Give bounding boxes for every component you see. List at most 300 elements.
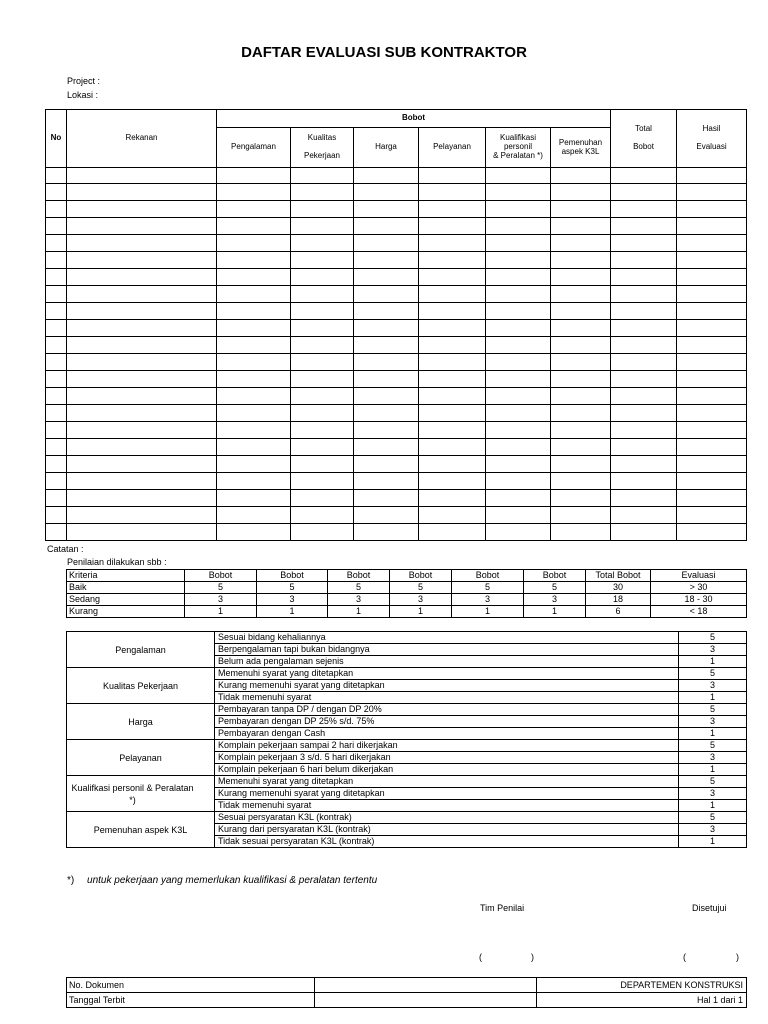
penilaian-cell: 3 — [452, 594, 524, 606]
table-cell — [46, 524, 67, 541]
table-cell — [291, 354, 354, 371]
table-cell — [217, 388, 291, 405]
table-cell — [217, 490, 291, 507]
no-dokumen-value — [315, 978, 537, 993]
table-cell — [486, 201, 551, 218]
table-cell — [611, 388, 677, 405]
table-cell — [611, 269, 677, 286]
table-cell — [217, 422, 291, 439]
table-cell — [46, 456, 67, 473]
table-cell — [354, 303, 419, 320]
table-cell — [291, 490, 354, 507]
penilaian-cell: 3 — [257, 594, 328, 606]
table-cell — [46, 184, 67, 201]
table-cell — [551, 252, 611, 269]
table-cell — [67, 320, 217, 337]
criteria-score: 1 — [679, 800, 747, 812]
penilaian-kriteria: Baik — [67, 582, 185, 594]
penilaian-cell: 5 — [452, 582, 524, 594]
criteria-description: Komplain pekerjaan 6 hari belum dikerjakan — [215, 764, 679, 776]
criteria-score: 1 — [679, 836, 747, 848]
table-row — [46, 456, 747, 473]
table-cell — [419, 354, 486, 371]
table-cell — [611, 405, 677, 422]
table-cell — [419, 320, 486, 337]
table-cell — [419, 269, 486, 286]
table-cell — [67, 371, 217, 388]
table-cell — [46, 235, 67, 252]
table-cell — [291, 473, 354, 490]
table-cell — [291, 456, 354, 473]
penilaian-cell: Bobot — [257, 570, 328, 582]
table-cell — [354, 507, 419, 524]
table-row — [46, 252, 747, 269]
table-cell — [486, 490, 551, 507]
penilaian-cell: 6 — [586, 606, 651, 618]
penilaian-cell: Bobot — [185, 570, 257, 582]
table-cell — [67, 337, 217, 354]
table-cell — [611, 422, 677, 439]
table-cell — [67, 473, 217, 490]
criteria-score: 5 — [679, 776, 747, 788]
signature-disetujui-open: ( — [683, 952, 686, 962]
table-cell — [217, 371, 291, 388]
penilaian-cell: 1 — [452, 606, 524, 618]
table-cell — [611, 473, 677, 490]
table-cell — [46, 286, 67, 303]
penilaian-cell: Bobot — [328, 570, 390, 582]
criteria-score: 3 — [679, 716, 747, 728]
table-cell — [551, 337, 611, 354]
table-cell — [419, 184, 486, 201]
table-cell — [46, 473, 67, 490]
table-row — [46, 320, 747, 337]
table-cell — [677, 422, 747, 439]
table-cell — [486, 422, 551, 439]
table-cell — [419, 473, 486, 490]
penilaian-cell: 5 — [185, 582, 257, 594]
penilaian-cell: 3 — [524, 594, 586, 606]
table-cell — [217, 201, 291, 218]
page-number: Hal 1 dari 1 — [537, 993, 747, 1008]
evaluation-table — [45, 109, 747, 541]
table-cell — [419, 388, 486, 405]
table-cell — [551, 303, 611, 320]
tanggal-terbit-label: Tanggal Terbit — [67, 993, 315, 1008]
table-cell — [46, 252, 67, 269]
criteria-description: Sesuai persyaratan K3L (kontrak) — [215, 812, 679, 824]
project-label: Project : — [67, 76, 101, 86]
table-cell — [46, 490, 67, 507]
tim-penilai-label: Tim Penilai — [480, 903, 525, 913]
table-cell — [46, 218, 67, 235]
table-cell — [611, 456, 677, 473]
criteria-category: Kualitas Pekerjaan — [67, 668, 215, 704]
criteria-description: Tidak memenuhi syarat — [215, 692, 679, 704]
table-row — [46, 405, 747, 422]
table-cell — [677, 303, 747, 320]
table-cell — [291, 168, 354, 184]
table-cell — [677, 439, 747, 456]
penilaian-cell: 1 — [185, 606, 257, 618]
penilaian-row — [67, 582, 747, 594]
table-cell — [486, 354, 551, 371]
table-cell — [419, 252, 486, 269]
table-cell — [217, 456, 291, 473]
penilaian-cell: Bobot — [452, 570, 524, 582]
table-cell — [67, 388, 217, 405]
table-cell — [291, 422, 354, 439]
table-row — [46, 524, 747, 541]
table-cell — [291, 524, 354, 541]
table-cell — [46, 507, 67, 524]
criteria-description: Tidak memenuhi syarat — [215, 800, 679, 812]
table-cell — [217, 184, 291, 201]
col-total-bobot: Total Bobot — [611, 110, 677, 168]
table-cell — [551, 507, 611, 524]
table-cell — [677, 286, 747, 303]
penilaian-kriteria: Kurang — [67, 606, 185, 618]
penilaian-cell: 1 — [390, 606, 452, 618]
penilaian-cell: 5 — [328, 582, 390, 594]
table-cell — [67, 439, 217, 456]
table-cell — [46, 388, 67, 405]
penilaian-table — [66, 569, 747, 618]
table-cell — [611, 252, 677, 269]
table-row — [46, 473, 747, 490]
table-cell — [551, 388, 611, 405]
table-cell — [551, 456, 611, 473]
table-cell — [291, 388, 354, 405]
table-cell — [677, 320, 747, 337]
criteria-category: Harga — [67, 704, 215, 740]
criteria-row — [67, 812, 747, 824]
penilaian-cell: Bobot — [524, 570, 586, 582]
penilaian-cell: 3 — [390, 594, 452, 606]
table-cell — [419, 490, 486, 507]
table-cell — [46, 303, 67, 320]
table-cell — [551, 269, 611, 286]
table-cell — [419, 422, 486, 439]
table-cell — [291, 320, 354, 337]
penilaian-cell: Bobot — [390, 570, 452, 582]
table-cell — [551, 405, 611, 422]
table-cell — [551, 439, 611, 456]
table-row — [46, 269, 747, 286]
penilaian-kriteria: Sedang — [67, 594, 185, 606]
criteria-row — [67, 704, 747, 716]
table-cell — [46, 269, 67, 286]
table-cell — [354, 456, 419, 473]
table-cell — [419, 456, 486, 473]
col-pemenuhan: Pemenuhan aspek K3L — [551, 128, 611, 168]
table-cell — [551, 524, 611, 541]
page-title: DAFTAR EVALUASI SUB KONTRAKTOR — [241, 44, 527, 61]
table-cell — [677, 201, 747, 218]
table-cell — [677, 473, 747, 490]
criteria-score: 5 — [679, 812, 747, 824]
tanggal-terbit-value — [315, 993, 537, 1008]
table-cell — [217, 218, 291, 235]
table-cell — [486, 252, 551, 269]
table-cell — [677, 337, 747, 354]
table-cell — [217, 168, 291, 184]
table-cell — [217, 524, 291, 541]
table-cell — [486, 286, 551, 303]
table-cell — [67, 303, 217, 320]
table-cell — [67, 184, 217, 201]
penilaian-cell: > 30 — [651, 582, 747, 594]
table-cell — [67, 524, 217, 541]
criteria-score: 1 — [679, 656, 747, 668]
table-cell — [67, 218, 217, 235]
col-kualitas: Kualitas Pekerjaan — [291, 128, 354, 168]
table-cell — [677, 269, 747, 286]
table-cell — [486, 456, 551, 473]
table-cell — [354, 388, 419, 405]
table-cell — [291, 405, 354, 422]
table-cell — [291, 252, 354, 269]
signature-tim-close: ) — [531, 952, 534, 962]
criteria-row — [67, 776, 747, 788]
penilaian-kriteria: Kriteria — [67, 570, 185, 582]
penilaian-cell: 3 — [328, 594, 390, 606]
penilaian-cell: 18 — [586, 594, 651, 606]
table-cell — [486, 218, 551, 235]
criteria-category: Pengalaman — [67, 632, 215, 668]
table-cell — [611, 286, 677, 303]
table-cell — [291, 184, 354, 201]
table-cell — [291, 303, 354, 320]
table-cell — [611, 218, 677, 235]
table-cell — [677, 218, 747, 235]
table-cell — [67, 269, 217, 286]
penilaian-cell: 3 — [185, 594, 257, 606]
table-cell — [486, 269, 551, 286]
criteria-description: Sesuai bidang kehaliannya — [215, 632, 679, 644]
table-cell — [46, 168, 67, 184]
criteria-row — [67, 668, 747, 680]
criteria-category: Pelayanan — [67, 740, 215, 776]
col-pengalaman: Pengalaman — [217, 128, 291, 168]
table-row — [46, 218, 747, 235]
table-cell — [611, 354, 677, 371]
table-cell — [67, 507, 217, 524]
table-cell — [551, 490, 611, 507]
table-cell — [67, 354, 217, 371]
signature-disetujui-close: ) — [736, 952, 739, 962]
col-kualifikasi: Kualifikasi personil & Peralatan *) — [486, 128, 551, 168]
criteria-description: Kurang memenuhi syarat yang ditetapkan — [215, 680, 679, 692]
table-cell — [291, 218, 354, 235]
table-cell — [354, 354, 419, 371]
table-cell — [354, 524, 419, 541]
table-cell — [354, 252, 419, 269]
criteria-row — [67, 740, 747, 752]
col-no: No — [46, 110, 67, 168]
criteria-row — [67, 632, 747, 644]
catatan-label: Catatan : — [47, 544, 84, 554]
criteria-description: Tidak sesuai persyaratan K3L (kontrak) — [215, 836, 679, 848]
table-cell — [419, 507, 486, 524]
table-cell — [551, 184, 611, 201]
penilaian-cell: 5 — [390, 582, 452, 594]
table-row — [46, 507, 747, 524]
criteria-score: 3 — [679, 680, 747, 692]
table-cell — [354, 235, 419, 252]
table-cell — [67, 422, 217, 439]
criteria-score: 3 — [679, 824, 747, 836]
penilaian-label: Penilaian dilakukan sbb : — [67, 557, 167, 567]
penilaian-cell: 5 — [524, 582, 586, 594]
table-cell — [486, 168, 551, 184]
table-cell — [67, 201, 217, 218]
table-row — [46, 490, 747, 507]
table-row — [46, 371, 747, 388]
table-cell — [677, 490, 747, 507]
criteria-score: 3 — [679, 752, 747, 764]
table-row — [46, 388, 747, 405]
table-cell — [354, 439, 419, 456]
table-row — [46, 168, 747, 184]
penilaian-cell: Evaluasi — [651, 570, 747, 582]
col-hasil-evaluasi: Hasil Evaluasi — [677, 110, 747, 168]
table-cell — [677, 507, 747, 524]
no-dokumen-label: No. Dokumen — [67, 978, 315, 993]
table-cell — [486, 405, 551, 422]
table-cell — [67, 405, 217, 422]
criteria-score: 5 — [679, 704, 747, 716]
penilaian-cell: 1 — [524, 606, 586, 618]
table-row — [46, 354, 747, 371]
evaluation-table-body — [46, 168, 747, 541]
table-cell — [354, 269, 419, 286]
table-cell — [486, 337, 551, 354]
penilaian-cell: < 18 — [651, 606, 747, 618]
criteria-score: 1 — [679, 692, 747, 704]
table-cell — [419, 439, 486, 456]
table-cell — [291, 235, 354, 252]
table-cell — [677, 456, 747, 473]
table-cell — [46, 354, 67, 371]
table-cell — [217, 439, 291, 456]
table-cell — [354, 286, 419, 303]
table-cell — [419, 201, 486, 218]
table-cell — [611, 320, 677, 337]
table-cell — [217, 286, 291, 303]
table-cell — [419, 524, 486, 541]
departemen-label: DEPARTEMEN KONSTRUKSI — [537, 978, 747, 993]
table-cell — [67, 456, 217, 473]
penilaian-cell: 1 — [257, 606, 328, 618]
table-cell — [486, 507, 551, 524]
col-rekanan: Rekanan — [67, 110, 217, 168]
table-cell — [354, 371, 419, 388]
table-cell — [46, 439, 67, 456]
criteria-score: 3 — [679, 644, 747, 656]
table-cell — [551, 235, 611, 252]
table-cell — [486, 320, 551, 337]
table-cell — [419, 405, 486, 422]
table-cell — [354, 405, 419, 422]
criteria-description: Komplain pekerjaan sampai 2 hari dikerjakan — [215, 740, 679, 752]
table-cell — [419, 303, 486, 320]
table-cell — [611, 490, 677, 507]
criteria-category: Kualifkasi personil & Peralatan *) — [67, 776, 215, 812]
table-cell — [677, 405, 747, 422]
table-cell — [419, 337, 486, 354]
table-cell — [354, 184, 419, 201]
table-row — [46, 235, 747, 252]
col-bobot: Bobot — [217, 110, 611, 128]
table-cell — [217, 507, 291, 524]
table-row — [46, 439, 747, 456]
criteria-description: Kurang memenuhi syarat yang ditetapkan — [215, 788, 679, 800]
table-row — [46, 184, 747, 201]
table-cell — [677, 524, 747, 541]
table-cell — [551, 354, 611, 371]
table-cell — [611, 337, 677, 354]
table-cell — [67, 168, 217, 184]
table-cell — [67, 235, 217, 252]
table-cell — [551, 473, 611, 490]
penilaian-cell: 1 — [328, 606, 390, 618]
penilaian-cell: 18 - 30 — [651, 594, 747, 606]
table-cell — [419, 218, 486, 235]
table-cell — [611, 524, 677, 541]
criteria-description: Pembayaran tanpa DP / dengan DP 20% — [215, 704, 679, 716]
table-cell — [291, 439, 354, 456]
table-cell — [677, 252, 747, 269]
table-cell — [217, 354, 291, 371]
table-cell — [46, 201, 67, 218]
criteria-score: 1 — [679, 764, 747, 776]
penilaian-cell: 5 — [257, 582, 328, 594]
table-cell — [486, 473, 551, 490]
table-cell — [217, 303, 291, 320]
table-cell — [67, 490, 217, 507]
table-cell — [354, 320, 419, 337]
table-cell — [291, 507, 354, 524]
penilaian-row — [67, 606, 747, 618]
table-cell — [217, 252, 291, 269]
table-cell — [46, 405, 67, 422]
table-cell — [354, 337, 419, 354]
table-cell — [611, 168, 677, 184]
penilaian-row — [67, 594, 747, 606]
criteria-score: 5 — [679, 632, 747, 644]
table-row — [46, 303, 747, 320]
table-cell — [46, 337, 67, 354]
penilaian-cell: Total Bobot — [586, 570, 651, 582]
criteria-description: Komplain pekerjaan 3 s/d. 5 hari dikerjakan — [215, 752, 679, 764]
table-cell — [46, 371, 67, 388]
table-cell — [354, 422, 419, 439]
col-pelayanan: Pelayanan — [419, 128, 486, 168]
table-row — [46, 286, 747, 303]
penilaian-header-row — [67, 570, 747, 582]
criteria-description: Pembayaran dengan Cash — [215, 728, 679, 740]
table-cell — [419, 371, 486, 388]
table-cell — [677, 235, 747, 252]
criteria-description: Belum ada pengalaman sejenis — [215, 656, 679, 668]
document-footer — [66, 977, 747, 1008]
table-cell — [611, 303, 677, 320]
table-cell — [419, 286, 486, 303]
table-cell — [486, 303, 551, 320]
signature-tim-open: ( — [479, 952, 482, 962]
table-cell — [551, 218, 611, 235]
